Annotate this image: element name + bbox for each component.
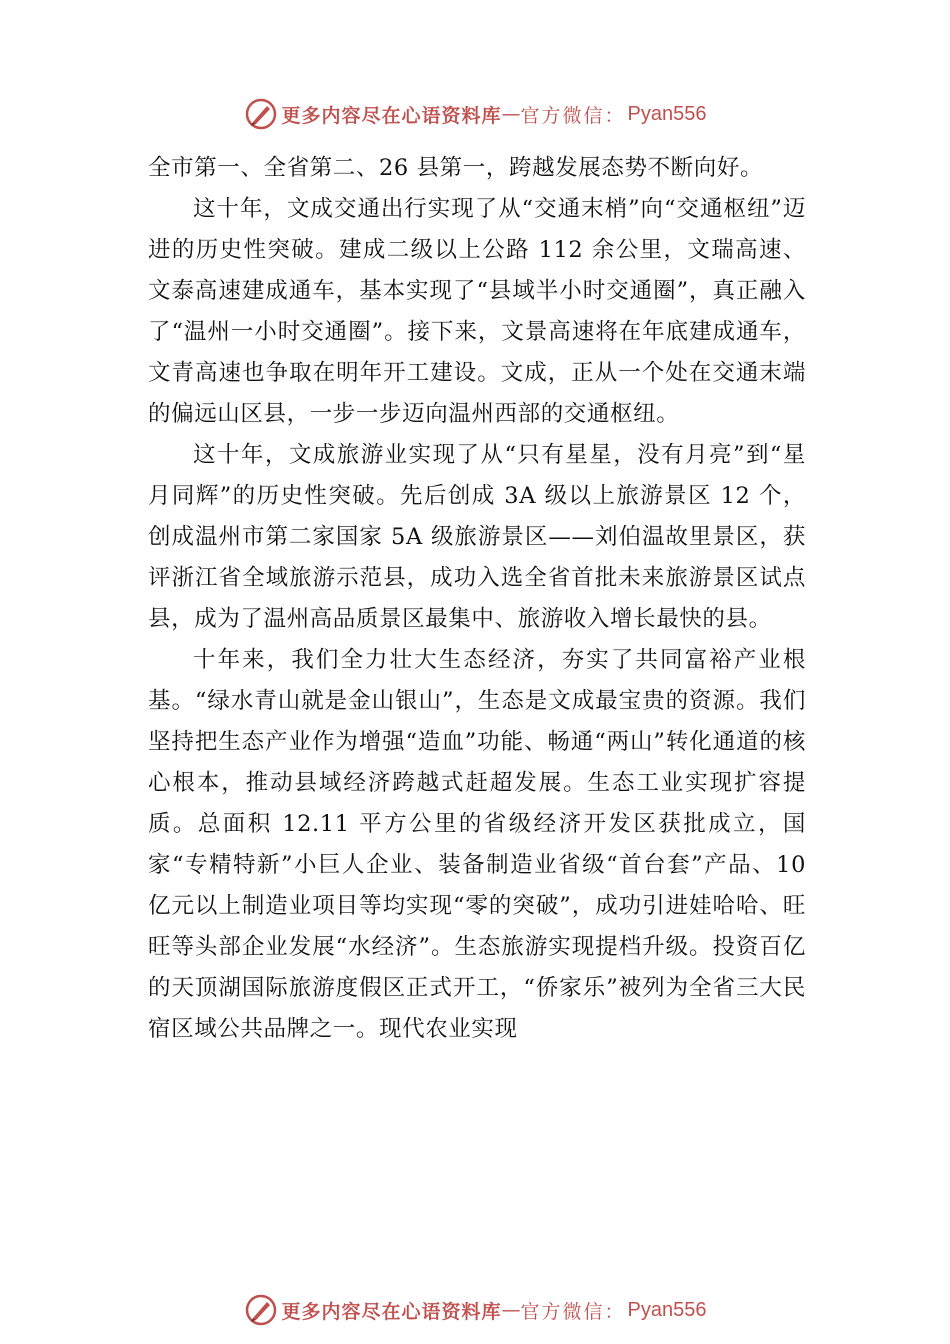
paragraph-2: 这十年，文成交通出行实现了从“交通末梢”向“交通枢纽”迈进的历史性突破。建成二级以上公路 112 余公里，文瑞高速、文泰高速建成通车，基本实现了“县域半小时交通圈”，真正融入了“温州一小时交通圈”。接下来，文景高速将在年底建成通车，文青高速也争取在明年开工建设。文成，正从一个处在交通末端的偏远山区县，一步一步迈向温州西部的交通枢纽。 [148,196,806,427]
pen-logo-icon [244,1293,278,1327]
paragraph-3: 这十年，文成旅游业实现了从“只有星星，没有月亮”到“星月同辉”的历史性突破。先后创成 3A 级以上旅游景区 12 个，创成温州市第二家国家 5A 级旅游景区——刘伯温故里景区，获评浙江省全域旅游示范县，成功入选全省首批未来旅游景区试点县，成为了温州高品质景区最集中、旅游收入增长最快的县。 [148,442,806,632]
watermark-main-text: 更多内容尽在心语资料库 [281,104,502,127]
document-body [148,148,806,1050]
watermark-dash: — [501,1299,521,1321]
watermark-main-text: 更多内容尽在心语资料库 [281,1300,502,1323]
footer-watermark [0,1290,950,1330]
watermark-sub-text: 官方微信： [520,104,626,127]
watermark-wechat-id: Pyan556 [627,1298,707,1321]
pen-logo-icon [244,97,278,131]
watermark-dash: — [501,103,521,125]
paragraph-1: 全市第一、全省第二、26 县第一，跨越发展态势不断向好。 [148,155,764,181]
watermark-sub-text: 官方微信： [520,1300,626,1323]
watermark-wechat-id: Pyan556 [627,102,707,125]
header-watermark [0,94,950,134]
paragraph-4: 十年来，我们全力壮大生态经济，夯实了共同富裕产业根基。“绿水青山就是金山银山”，生态是文成最宝贵的资源。我们坚持把生态产业作为增强“造血”功能、畅通“两山”转化通道的核心根本，推动县域经济跨越式赶超发展。生态工业实现扩容提质。总面积 12.11 平方公里的省级经济开发区获批成立，国家“专精特新”小巨人企业、装备制造业省级“首台套”产品、10 亿元以上制造业项目等均实现“零的突破”，成功引进娃哈哈、旺旺等头部企业发展“水经济”。生态旅游实现提档升级。投资百亿的天顶湖国际旅游度假区正式开工，“侨家乐”被列为全省三大民宿区域公共品牌之一。现代农业实现 [148,647,806,1042]
